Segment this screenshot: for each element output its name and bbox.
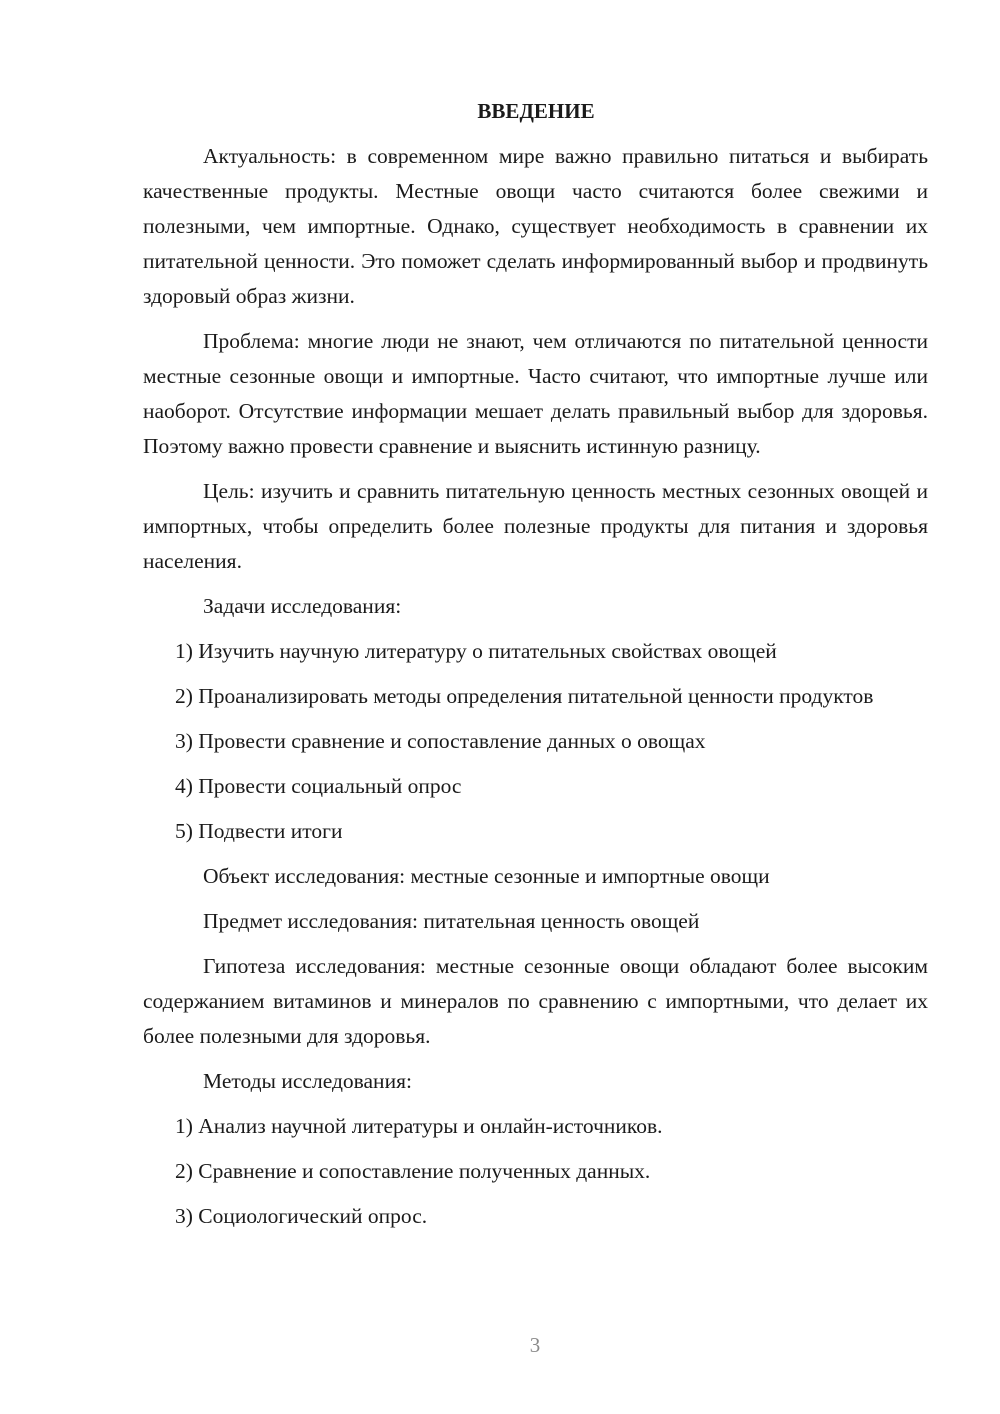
- relevance-paragraph: Актуальность: в современном мире важно правильно питаться и выбирать качественные продукты. Местные овощи часто считаются более свежими и полезными, чем импортные. Однако, существует необходимость в сравнении их питательной ценности. Это поможет сделать информированный выбор и продвинуть здоровый образ жизни.: [143, 144, 928, 308]
- task-item-5: 5) Подвести итоги: [175, 819, 343, 843]
- page-title: ВВЕДЕНИЕ: [477, 99, 595, 123]
- method-item-1: 1) Анализ научной литературы и онлайн-источников.: [175, 1114, 663, 1138]
- task-item-1: 1) Изучить научную литературу о питательных свойствах овощей: [175, 639, 777, 663]
- method-item-3: 3) Социологический опрос.: [175, 1204, 428, 1228]
- tasks-heading: Задачи исследования:: [203, 594, 402, 618]
- problem-paragraph: Проблема: многие люди не знают, чем отличаются по питательной ценности местные сезонные овощи и импортные. Часто считают, что импортные лучше или наоборот. Отсутствие информации мешает делать правильный выбор для здоровья. Поэтому важно провести сравнение и выяснить истинную разницу.: [143, 329, 928, 458]
- goal-paragraph: Цель: изучить и сравнить питательную ценность местных сезонных овощей и импортных, чтобы определить более полезные продукты для питания и здоровья населения.: [143, 479, 928, 573]
- research-hypothesis: Гипотеза исследования: местные сезонные овощи обладают более высоким содержанием витаминов и минералов по сравнению с импортными, что делает их более полезными для здоровья.: [143, 954, 928, 1048]
- document-page: [143, 96, 928, 1244]
- task-item-3: 3) Провести сравнение и сопоставление данных о овощах: [175, 729, 706, 753]
- task-item-2: 2) Проанализировать методы определения питательной ценности продуктов: [175, 684, 874, 708]
- page-number: 3: [529, 1333, 541, 1357]
- method-item-2: 2) Сравнение и сопоставление полученных данных.: [175, 1159, 651, 1183]
- research-object: Объект исследования: местные сезонные и импортные овощи: [203, 864, 770, 888]
- tasks-list: [143, 634, 928, 849]
- methods-list: [143, 1109, 928, 1234]
- task-item-4: 4) Провести социальный опрос: [175, 774, 462, 798]
- research-subject: Предмет исследования: питательная ценность овощей: [203, 909, 700, 933]
- methods-heading: Методы исследования:: [203, 1069, 412, 1093]
